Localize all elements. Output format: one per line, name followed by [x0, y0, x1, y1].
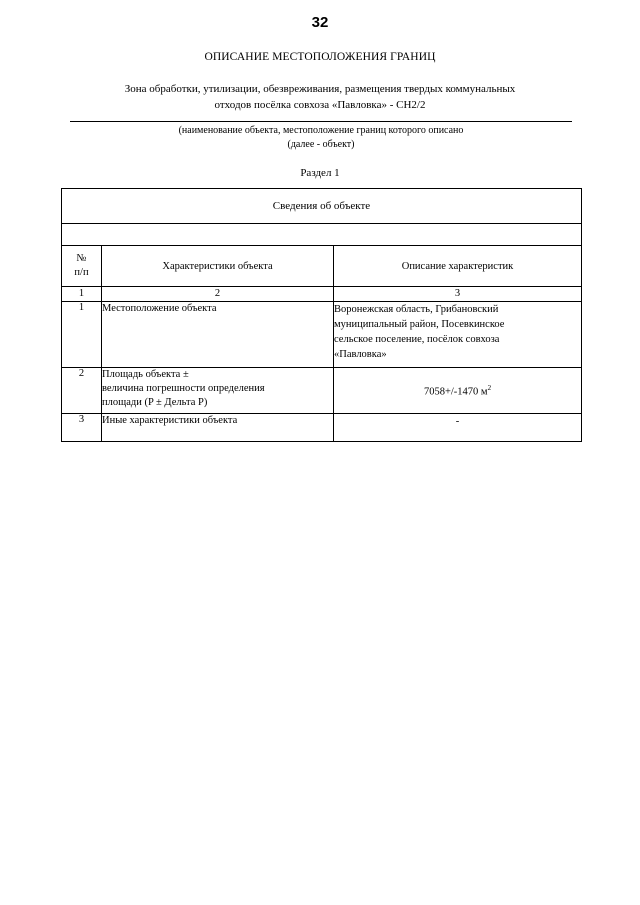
characteristic-line: площади (P ± Дельта P) — [102, 397, 208, 408]
header-number-line: п/п — [74, 267, 89, 278]
row-number: 1 — [62, 302, 102, 368]
column-number: 2 — [102, 287, 334, 302]
column-number: 1 — [62, 287, 102, 302]
header-number — [62, 246, 102, 287]
object-info-table — [61, 188, 582, 442]
table-spacer-row — [62, 224, 582, 246]
table-header-row — [62, 246, 582, 287]
object-name-caption — [70, 124, 572, 152]
header-description: Описание характеристик — [334, 246, 582, 287]
page-number: 32 — [311, 14, 329, 31]
table-row — [62, 302, 582, 368]
caption-line: (далее - объект) — [287, 139, 355, 150]
row-description — [334, 368, 582, 414]
description-line: «Павловка» — [334, 349, 387, 360]
header-number-line: № — [76, 253, 87, 264]
area-value: 7058+/-1470 м — [423, 386, 488, 398]
object-name — [70, 81, 570, 113]
row-description — [334, 302, 582, 368]
document-title: ОПИСАНИЕ МЕСТОПОЛОЖЕНИЯ ГРАНИЦ — [204, 51, 436, 63]
caption-line: (наименование объекта, местоположение границ которого описано — [178, 125, 464, 136]
column-number-row — [62, 287, 582, 302]
table-row — [62, 368, 582, 414]
description-line: сельское поселение, посёлок совхоза — [334, 334, 500, 345]
underline-rule — [70, 121, 572, 122]
header-characteristic: Характеристики объекта — [102, 246, 334, 287]
object-name-line: отходов посёлка совхоза «Павловка» - СН2/2 — [214, 99, 426, 111]
section-label: Раздел 1 — [300, 167, 340, 179]
description-line: муниципальный район, Посевкинское — [334, 319, 505, 330]
table-row — [62, 414, 582, 442]
row-number: 2 — [62, 368, 102, 414]
row-characteristic: Местоположение объекта — [102, 302, 334, 368]
description-line: Воронежская область, Грибановский — [334, 304, 499, 315]
object-name-line: Зона обработки, утилизации, обезвреживания, размещения твердых коммунальных — [124, 83, 516, 95]
row-description: - — [334, 414, 582, 442]
column-number: 3 — [334, 287, 582, 302]
row-characteristic — [102, 368, 334, 414]
row-characteristic: Иные характеристики объекта — [102, 414, 334, 442]
characteristic-line: Площадь объекта ± — [102, 369, 189, 380]
row-number: 3 — [62, 414, 102, 442]
area-unit-superscript: 2 — [487, 384, 492, 393]
characteristic-line: величина погрешности определения — [102, 383, 265, 394]
table-title: Сведения об объекте — [62, 189, 582, 224]
